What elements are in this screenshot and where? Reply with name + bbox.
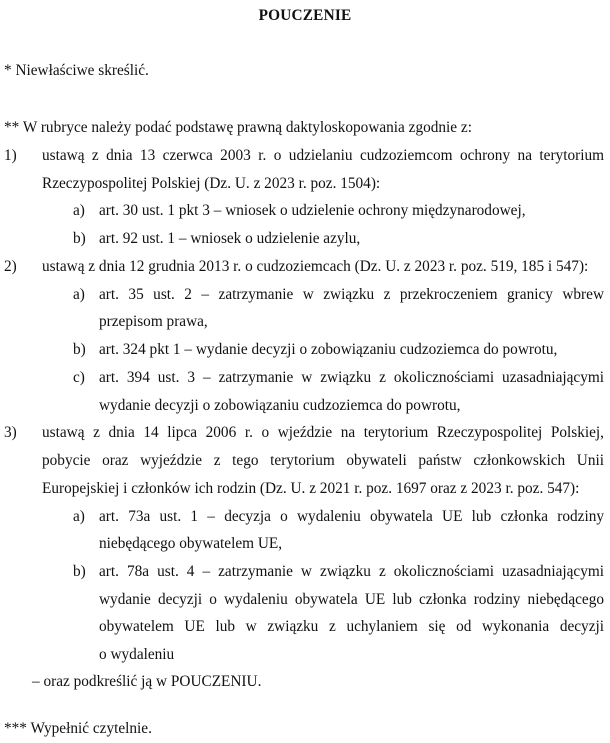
sub-item-letter: b) xyxy=(73,563,86,580)
sub-item-text-line: niebędącego obywatelem UE, xyxy=(99,535,283,552)
sub-item-text-line: wydanie decyzji o wydaleniu obywatela UE lub członka rodziny niebędącego xyxy=(99,591,604,608)
page-title: POUCZENIE xyxy=(258,7,352,24)
list-item-number: 1) xyxy=(4,147,17,164)
sub-item-text-line: art. 324 pkt 1 – wydanie decyzji o zobowiązaniu cudzoziemca do powrotu, xyxy=(99,341,558,358)
list-item-text-line: Rzeczypospolitej Polskiej (Dz. U. z 2023 r. poz. 1504): xyxy=(42,175,381,192)
note-double-asterisk-intro: ** W rubryce należy podać podstawę prawną daktyloskopowania zgodnie z: xyxy=(4,119,472,136)
sub-item-text-line: art. 78a ust. 4 – zatrzymanie w związku z okolicznościami uzasadniającymi xyxy=(99,563,604,580)
sub-item-text-line: art. 30 ust. 1 pkt 3 – wniosek o udzielenie ochrony międzynarodowej, xyxy=(99,202,526,219)
sub-item-text-line: wydanie decyzji o zobowiązaniu cudzoziemca do powrotu, xyxy=(99,397,461,414)
sub-item-letter: a) xyxy=(73,508,85,525)
sub-item-text-line: obywatelem UE lub w związku z uchylaniem się od wykonania decyzji xyxy=(99,618,604,635)
sub-item-text-line: o wydaleniu xyxy=(99,646,175,663)
sub-item-letter: c) xyxy=(73,369,85,386)
list-item-text-line: ustawą z dnia 13 czerwca 2003 r. o udzielaniu cudzoziemcom ochrony na terytorium xyxy=(42,147,604,164)
list-item-text-line: Europejskiej i członków ich rodzin (Dz. U. z 2021 r. poz. 1697 oraz z 2023 r. poz. 547): xyxy=(42,480,580,497)
sub-item-text-line: art. 73a ust. 1 – decyzja o wydaleniu obywatela UE lub członka rodziny xyxy=(99,508,604,525)
list-item-number: 3) xyxy=(4,424,17,441)
note-triple-asterisk: *** Wypełnić czytelnie. xyxy=(4,720,152,737)
note-single-asterisk: * Niewłaściwe skreślić. xyxy=(4,62,149,79)
list-item-text-line: pobycie oraz wyjeździe z tego terytorium obywateli państw członkowskich Unii xyxy=(42,452,604,469)
closing-line: – oraz podkreślić ją w POUCZENIU. xyxy=(32,673,262,690)
sub-item-letter: a) xyxy=(73,202,85,219)
sub-item-text-line: art. 92 ust. 1 – wniosek o udzielenie azylu, xyxy=(99,230,361,247)
sub-item-letter: a) xyxy=(73,286,85,303)
sub-item-text-line: art. 35 ust. 2 – zatrzymanie w związku z przekroczeniem granicy wbrew xyxy=(99,286,604,303)
list-item-number: 2) xyxy=(4,258,17,275)
list-item-text-line: ustawą z dnia 12 grudnia 2013 r. o cudzoziemcach (Dz. U. z 2023 r. poz. 519, 185 i 547): xyxy=(42,258,589,275)
list-item-text-line: ustawą z dnia 14 lipca 2006 r. o wjeździe na terytorium Rzeczypospolitej Polskiej, xyxy=(42,424,604,441)
sub-item-text-line: przepisom prawa, xyxy=(99,313,208,330)
sub-item-letter: b) xyxy=(73,230,86,247)
sub-item-text-line: art. 394 ust. 3 – zatrzymanie w związku z okolicznościami uzasadniającymi xyxy=(99,369,604,386)
sub-item-letter: b) xyxy=(73,341,86,358)
